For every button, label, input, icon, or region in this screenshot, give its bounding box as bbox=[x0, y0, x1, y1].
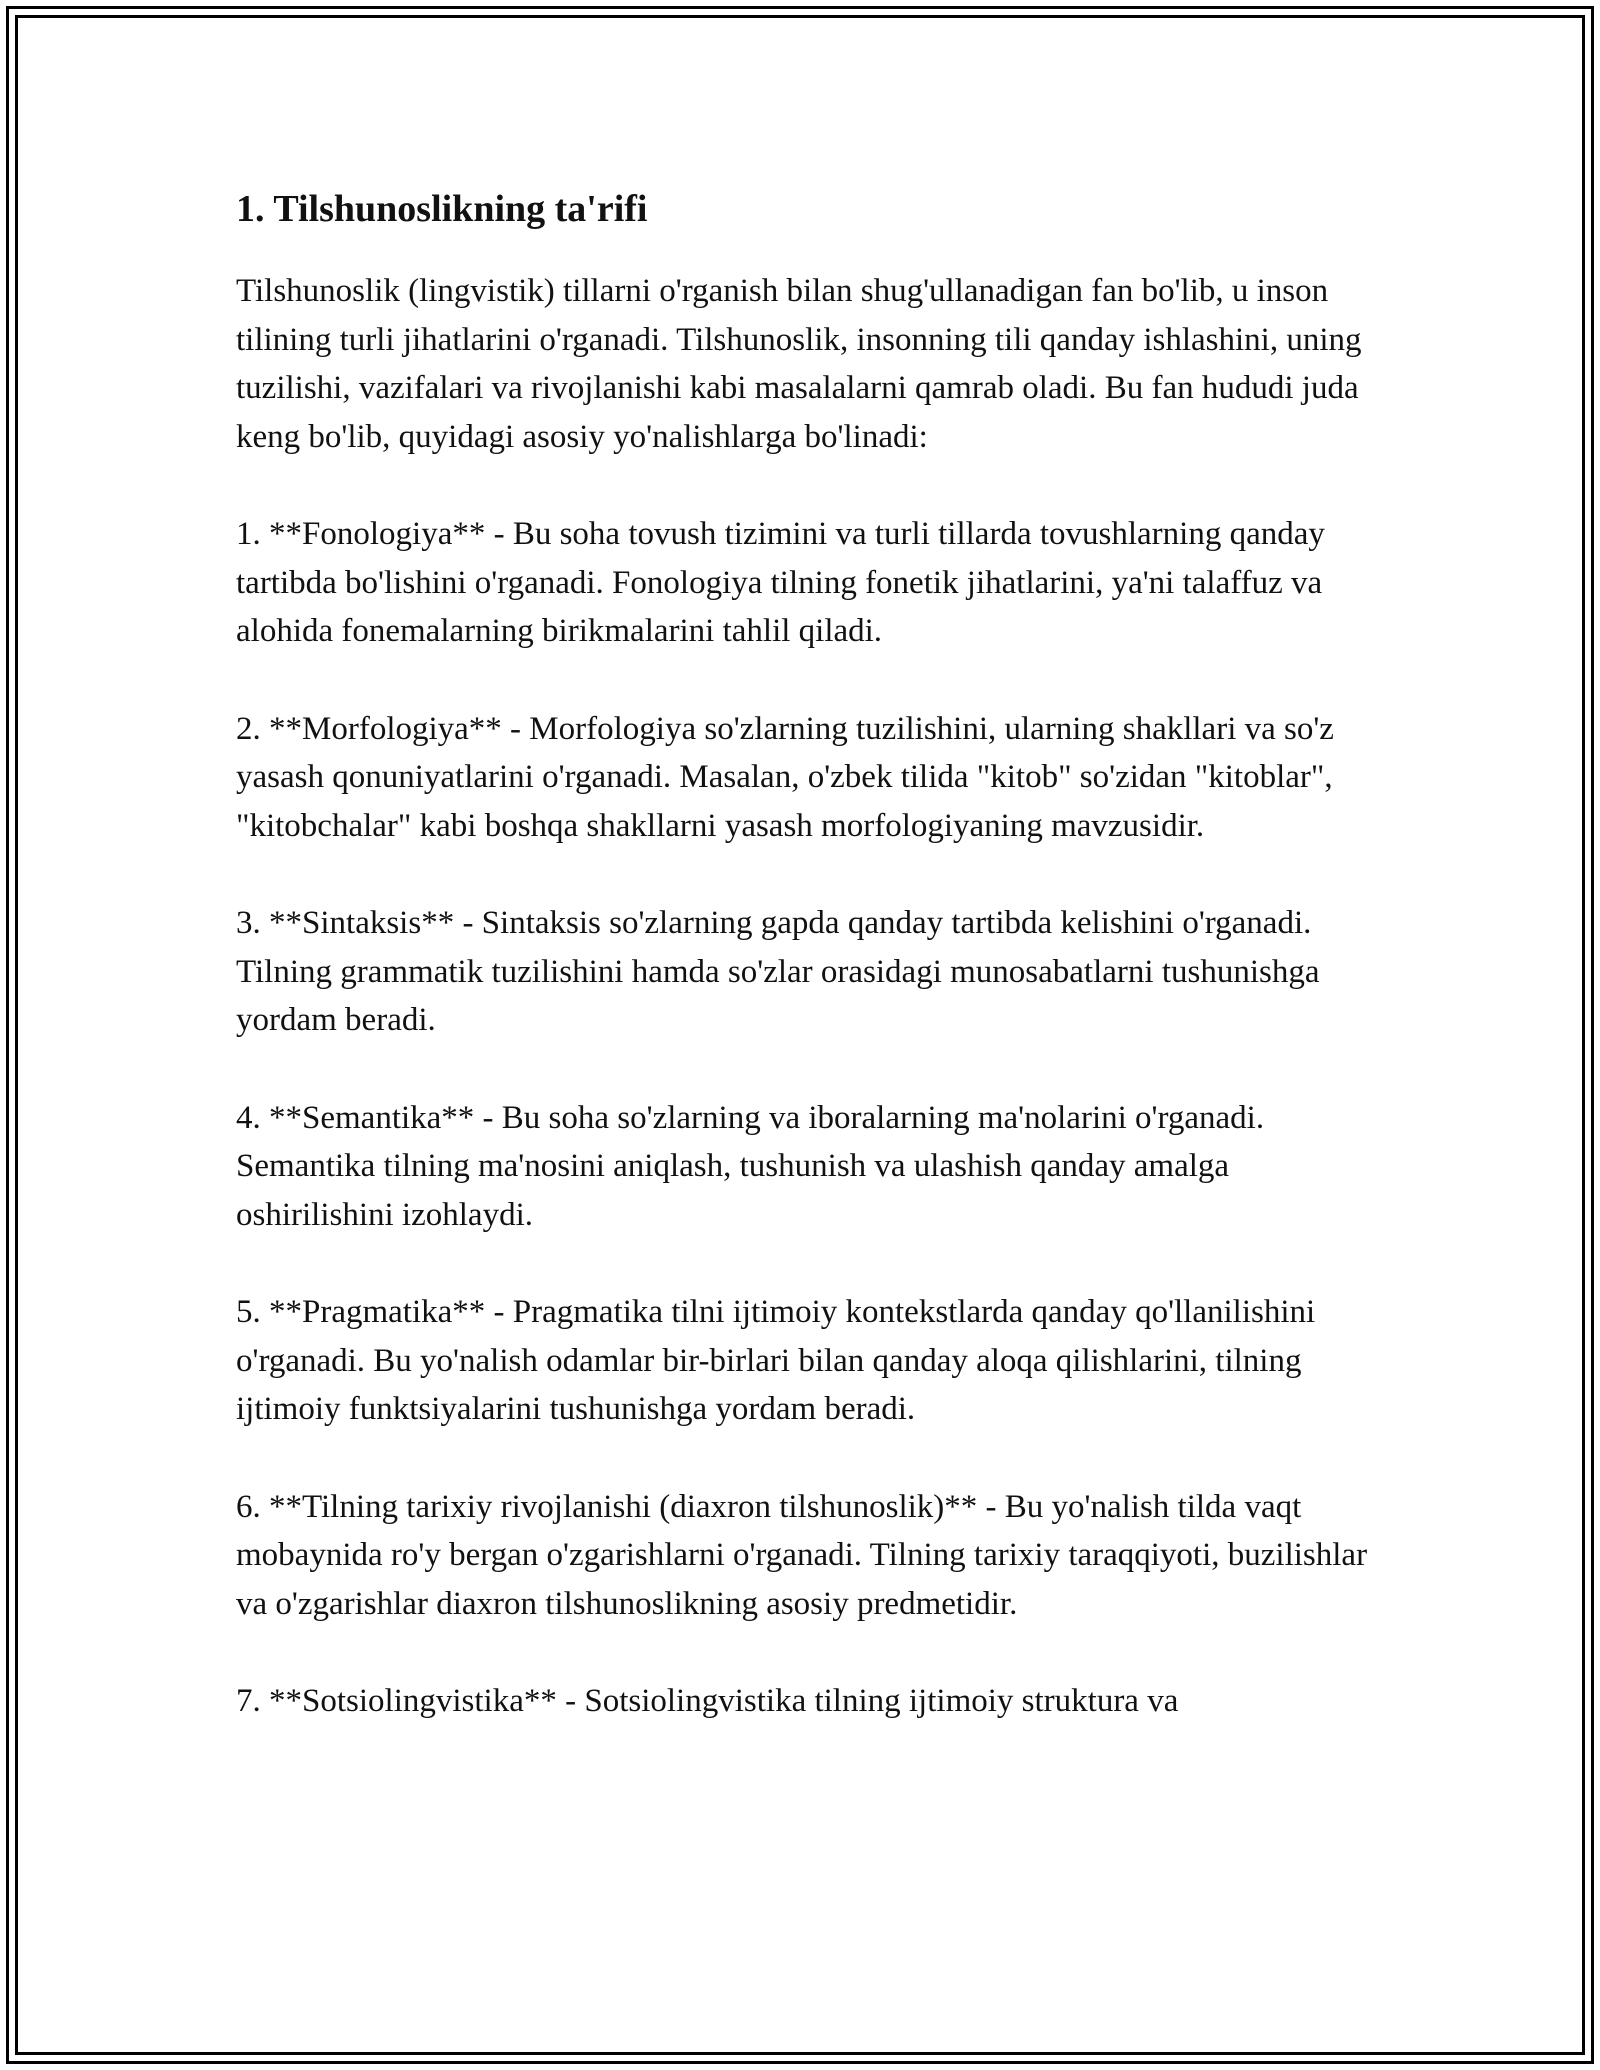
document-body bbox=[236, 183, 1376, 1775]
list-item-sotsiolingvistika: 7. **Sotsiolingvistika** - Sotsiolingvistika tilning ijtimoiy struktura va bbox=[236, 1683, 1179, 1719]
intro-paragraph: Tilshunoslik (lingvistik) tillarni o'rganish bilan shug'ullanadigan fan bo'lib, u inson tilining turli jihatlarini o'rganadi. Tilshunoslik, insonning tili qanday ishlashini, uning tuzilishi, vazifalari va rivojlanishi kabi masalalarni qamrab oladi. Bu fan hududi juda keng bo'lib, quyidagi asosiy yo'nalishlarga bo'linadi: bbox=[236, 273, 1362, 455]
section-heading: 1. Tilshunoslikning ta'rifi bbox=[236, 188, 648, 230]
list-item-fonologiya: 1. **Fonologiya** - Bu soha tovush tizimini va turli tillarda tovushlarning qanday tartibda bo'lishini o'rganadi. Fonologiya tilning fonetik jihatlarini, ya'ni talaffuz va alohida fonemalarning birikmalarini tahlil qiladi. bbox=[236, 516, 1325, 649]
list-item-diaxron: 6. **Tilning tarixiy rivojlanishi (diaxron tilshunoslik)** - Bu yo'nalish tilda vaqt mobaynida ro'y bergan o'zgarishlarni o'rganadi. Tilning tarixiy taraqqiyoti, buzilishlar va o'zgarishlar diaxron tilshunoslikning asosiy predmetidir. bbox=[236, 1488, 1368, 1622]
list-item-semantika: 4. **Semantika** - Bu soha so'zlarning va iboralarning ma'nolarini o'rganadi. Semantika tilning ma'nosini aniqlash, tushunish va ulashish qanday amalga oshirilishini izohlaydi. bbox=[236, 1099, 1265, 1233]
list-item-pragmatika: 5. **Pragmatika** - Pragmatika tilni ijtimoiy kontekstlarda qanday qo'llanilishini o'rganadi. Bu yo'nalish odamlar bir-birlari bilan qanday aloqa qilishlarini, tilning ijtimoiy funktsiyalarini tushunishga yordam beradi. bbox=[236, 1294, 1316, 1427]
list-item-sintaksis: 3. **Sintaksis** - Sintaksis so'zlarning gapda qanday tartibda kelishini o'rganadi. Tilning grammatik tuzilishini hamda so'zlar orasidagi munosabatlarni tushunishga yordam beradi. bbox=[236, 905, 1320, 1038]
list-item-morfologiya: 2. **Morfologiya** - Morfologiya so'zlarning tuzilishini, ularning shakllari va so'z yasash qonuniyatlarini o'rganadi. Masalan, o'zbek tilida "kitob" so'zidan "kitoblar", "kitobchalar" kabi boshqa shakllarni yasash morfologiyaning mavzusidir. bbox=[236, 710, 1334, 844]
